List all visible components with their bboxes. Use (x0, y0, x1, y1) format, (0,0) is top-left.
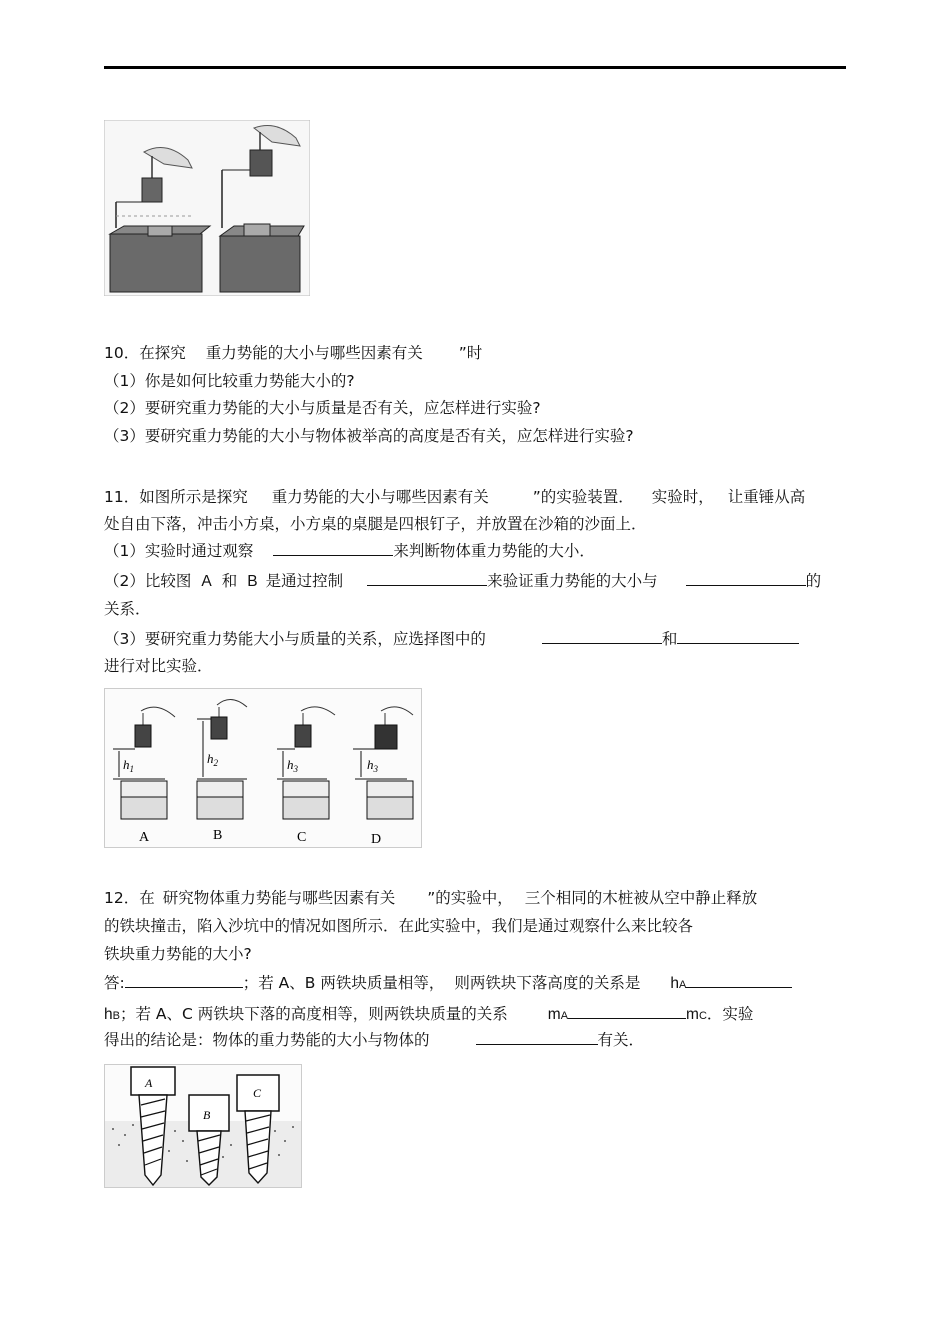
q11-line4: （2）比较图 A 和 B 是通过控制 来验证重力势能的大小与 的 (104, 572, 822, 590)
q12-line2: 的铁块撞击，陷入沙坑中的情况如图所示．在此实验中，我们是通过观察什么来比较各 (104, 917, 694, 935)
fig-label-b: B (213, 828, 223, 843)
answer-blank[interactable] (125, 973, 243, 988)
q10-part1: （1）你是如何比较重力势能大小的? (104, 372, 355, 390)
stake-label-b: B (203, 1108, 211, 1122)
q12-line1: 12．在 研究物体重力势能与哪些因素有关 ”的实验中， 三个相同的木桩被从空中静止释放 (104, 889, 758, 907)
fig-h-label-a: $h_1$ (123, 757, 134, 774)
answer-blank[interactable] (273, 541, 393, 556)
fig-h-label-d: $h_3$ (367, 757, 378, 774)
fig-h-label-b: $h_2$ (207, 751, 218, 768)
fig-label-c: C (297, 830, 307, 845)
answer-blank[interactable] (476, 1030, 598, 1045)
q12-line6: 得出的结论是：物体的重力势能的大小与物体的 有关． (104, 1031, 645, 1049)
figure-q12-stakes (104, 1064, 302, 1188)
stake-label-a: A (145, 1076, 153, 1090)
answer-blank[interactable] (367, 571, 487, 586)
answer-blank[interactable] (568, 1004, 686, 1019)
q11-line2: 处自由下落，冲击小方桌，小方桌的桌腿是四根钉子，并放置在沙箱的沙面上． (104, 515, 647, 533)
figure-q11-experiment (104, 688, 422, 848)
figure-q11-drawing (105, 689, 421, 847)
q11-line1: 11．如图所示是探究 重力势能的大小与哪些因素有关 ”的实验装置． 实验时， 让重锤从高 (104, 488, 806, 506)
answer-blank[interactable] (686, 571, 806, 586)
figure-q12-drawing (105, 1065, 301, 1187)
figure-q9-weights (104, 120, 310, 296)
stake-label-c: C (253, 1086, 262, 1100)
q11-line5: 关系． (104, 600, 151, 618)
fig-label-a: A (139, 830, 150, 845)
q12-line5: hB；若 A、C 两铁块下落的高度相等，则两铁块质量的关系 mA mC．实验 (104, 1005, 754, 1023)
answer-blank[interactable] (677, 629, 799, 644)
answer-blank[interactable] (542, 629, 662, 644)
header-rule (104, 66, 846, 69)
q11-line6: （3）要研究重力势能大小与质量的关系，应选择图中的 和 (104, 629, 799, 649)
fig-label-d: D (371, 832, 382, 847)
q10-part2: （2）要研究重力势能的大小与质量是否有关，应怎样进行实验? (104, 399, 541, 417)
q11-line3: （1）实验时通过观察 来判断物体重力势能的大小． (104, 542, 595, 560)
fig-h-label-c: $h_3$ (287, 757, 298, 774)
q10-part3: （3）要研究重力势能的大小与物体被举高的高度是否有关，应怎样进行实验? (104, 427, 634, 445)
q10-title: 10．在探究 重力势能的大小与哪些因素有关 ”时 (104, 344, 483, 362)
q12-line4: 答: ；若 A、B 两铁块质量相等， 则两铁块下落高度的关系是 hA (104, 973, 792, 995)
answer-blank[interactable] (686, 973, 792, 988)
q12-line3: 铁块重力势能的大小? (104, 945, 252, 963)
q11-line7: 进行对比实验． (104, 657, 213, 675)
